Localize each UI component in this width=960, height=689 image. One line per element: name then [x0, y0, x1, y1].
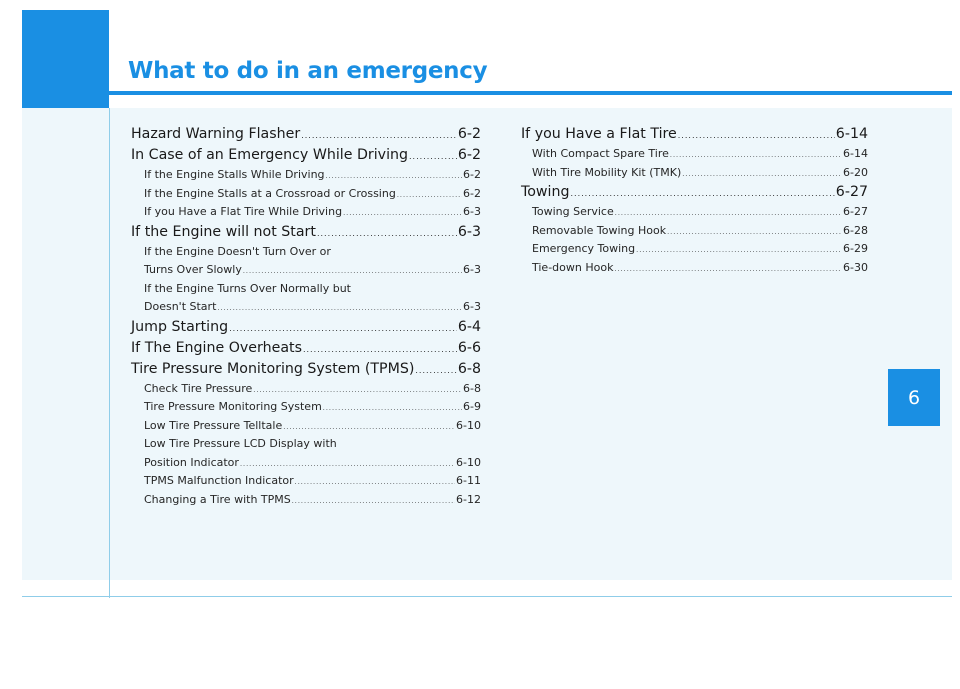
toc-subsection-entry[interactable]: [131, 185, 481, 204]
toc-dot-leader: [253, 381, 462, 400]
toc-entry-label: Doesn't Start: [144, 300, 217, 313]
toc-entry-label: Turns Over Slowly: [144, 263, 242, 276]
toc-entry-label: Check Tire Pressure: [144, 381, 253, 395]
toc-subsection-entry[interactable]: [521, 259, 868, 278]
toc-entry-label: If the Engine will not Start: [131, 223, 316, 240]
toc-dot-leader: [295, 473, 455, 492]
toc-page-number: 6-2: [457, 147, 481, 163]
toc-dot-leader: [323, 399, 462, 418]
toc-entry-label: Towing: [521, 184, 570, 200]
toc-dot-leader: [682, 165, 842, 184]
toc-subsection-entry[interactable]: [131, 203, 481, 222]
toc-entry-label: Towing Service: [532, 205, 614, 218]
toc-section-entry[interactable]: [131, 317, 481, 338]
toc-entry-label: With Tire Mobility Kit (TMK): [532, 165, 682, 179]
toc-section-entry[interactable]: [131, 145, 481, 166]
toc-subsection-entry[interactable]: [131, 166, 481, 185]
toc-entry-label: TPMS Malfunction Indicator: [144, 474, 294, 487]
toc-page-number: 6-14: [835, 126, 868, 142]
toc-entry-label: With Compact Spare Tire: [532, 147, 669, 160]
toc-subsection-entry[interactable]: [131, 298, 481, 317]
toc-page-number: 6-8: [457, 360, 481, 377]
toc-section-entry[interactable]: [131, 359, 481, 380]
toc-subsection-entry[interactable]: [131, 491, 481, 510]
toc-dot-leader: [636, 241, 842, 260]
toc-entry-label: Emergency Towing: [532, 242, 636, 255]
toc-subsection-entry[interactable]: [131, 417, 481, 436]
toc-page-number: 6-27: [835, 184, 868, 200]
toc-dot-leader: [283, 418, 455, 437]
toc-page-number: 6-29: [843, 242, 868, 255]
toc-entry-label: If The Engine Overheats: [131, 339, 302, 356]
toc-page-number: 6-3: [457, 223, 481, 240]
toc-dot-leader: [614, 260, 842, 279]
toc-dot-leader: [343, 204, 462, 223]
toc-dot-leader: [303, 339, 457, 360]
toc-dot-leader: [397, 186, 462, 205]
toc-dot-leader: [667, 223, 842, 242]
toc-subsection-entry[interactable]: [521, 164, 868, 183]
toc-subsection-entry[interactable]: [521, 203, 868, 222]
toc-page-number: 6-12: [456, 492, 481, 506]
title-underline: [109, 91, 952, 95]
toc-dot-leader: [240, 455, 455, 474]
toc-dot-leader: [570, 183, 834, 204]
toc-subsection-entry[interactable]: [131, 398, 481, 417]
chapter-tab[interactable]: 6: [888, 369, 940, 426]
toc-subsection-entry[interactable]: [521, 222, 868, 241]
toc-left-column: [131, 124, 481, 509]
toc-page-number: 6-3: [463, 300, 481, 313]
toc-entry-label: Jump Starting: [131, 318, 229, 335]
toc-page-number: 6-14: [843, 147, 868, 160]
toc-page-number: 6-3: [463, 263, 481, 276]
toc-page-number: 6-10: [456, 455, 481, 469]
toc-page-number: 6-4: [457, 318, 481, 335]
toc-entry-continuation: If the Engine Doesn't Turn Over or: [144, 244, 331, 258]
toc-page-number: 6-10: [456, 418, 481, 432]
toc-dot-leader: [409, 146, 457, 167]
margin-divider: [109, 108, 110, 598]
toc-entry-label: Tire Pressure Monitoring System: [144, 400, 322, 413]
toc-entry-label: If the Engine Stalls While Driving: [144, 168, 325, 181]
toc-section-entry[interactable]: [521, 182, 868, 203]
toc-entry-label: Tie-down Hook: [532, 260, 614, 274]
toc-entry-label: If the Engine Stalls at a Crossroad or Crossing: [144, 186, 396, 200]
toc-subsection-entry[interactable]: [521, 145, 868, 164]
header-color-block: [22, 10, 109, 108]
toc-dot-leader: [326, 167, 463, 186]
toc-page-number: 6-2: [463, 186, 481, 200]
toc-page-number: 6-30: [843, 260, 868, 274]
toc-page-number: 6-27: [843, 205, 868, 218]
toc-dot-leader: [317, 223, 457, 244]
toc-subsection-entry[interactable]: [131, 380, 481, 399]
toc-section-entry[interactable]: [131, 338, 481, 359]
toc-page-number: 6-28: [843, 223, 868, 237]
toc-entry-continuation: If the Engine Turns Over Normally but: [144, 281, 351, 295]
toc-page-number: 6-11: [456, 474, 481, 487]
toc-dot-leader: [670, 146, 842, 165]
toc-right-column: [521, 124, 868, 277]
toc-section-entry[interactable]: [131, 124, 481, 145]
toc-entry-label: Removable Towing Hook: [532, 223, 667, 237]
toc-subsection-entry[interactable]: [131, 454, 481, 473]
toc-dot-leader: [615, 204, 842, 223]
toc-subsection-entry[interactable]: [131, 472, 481, 491]
toc-dot-leader: [301, 125, 457, 146]
toc-entry-label: In Case of an Emergency While Driving: [131, 147, 409, 163]
toc-entry-label: Hazard Warning Flasher: [131, 126, 301, 142]
toc-section-entry[interactable]: [131, 222, 481, 243]
toc-page-number: 6-2: [463, 168, 481, 181]
toc-dot-leader: [229, 318, 457, 339]
toc-subsection-entry[interactable]: [521, 240, 868, 259]
toc-dot-leader: [243, 262, 462, 281]
toc-page-number: 6-3: [463, 205, 481, 218]
toc-entry-continuation: Low Tire Pressure LCD Display with: [144, 437, 337, 450]
toc-entry-label: Tire Pressure Monitoring System (TPMS): [131, 360, 415, 377]
toc-page-number: 6-9: [463, 400, 481, 413]
toc-entry-label: Changing a Tire with TPMS: [144, 492, 291, 506]
bottom-divider: [22, 596, 952, 597]
toc-subsection-entry[interactable]: [131, 261, 481, 280]
toc-section-entry[interactable]: [521, 124, 868, 145]
toc-page-number: 6-20: [843, 165, 868, 179]
toc-entry-label: Low Tire Pressure Telltale: [144, 418, 283, 432]
toc-dot-leader: [415, 360, 456, 381]
toc-entry-label: If you Have a Flat Tire: [521, 126, 677, 142]
toc-dot-leader: [292, 492, 455, 511]
toc-page-number: 6-8: [463, 381, 481, 395]
toc-dot-leader: [217, 299, 462, 318]
toc-dot-leader: [678, 125, 835, 146]
page-title: What to do in an emergency: [128, 58, 488, 84]
toc-page-number: 6-6: [457, 339, 481, 356]
toc-page-number: 6-2: [457, 126, 481, 142]
toc-entry-label: If you Have a Flat Tire While Driving: [144, 205, 343, 218]
toc-entry-label: Position Indicator: [144, 455, 239, 469]
